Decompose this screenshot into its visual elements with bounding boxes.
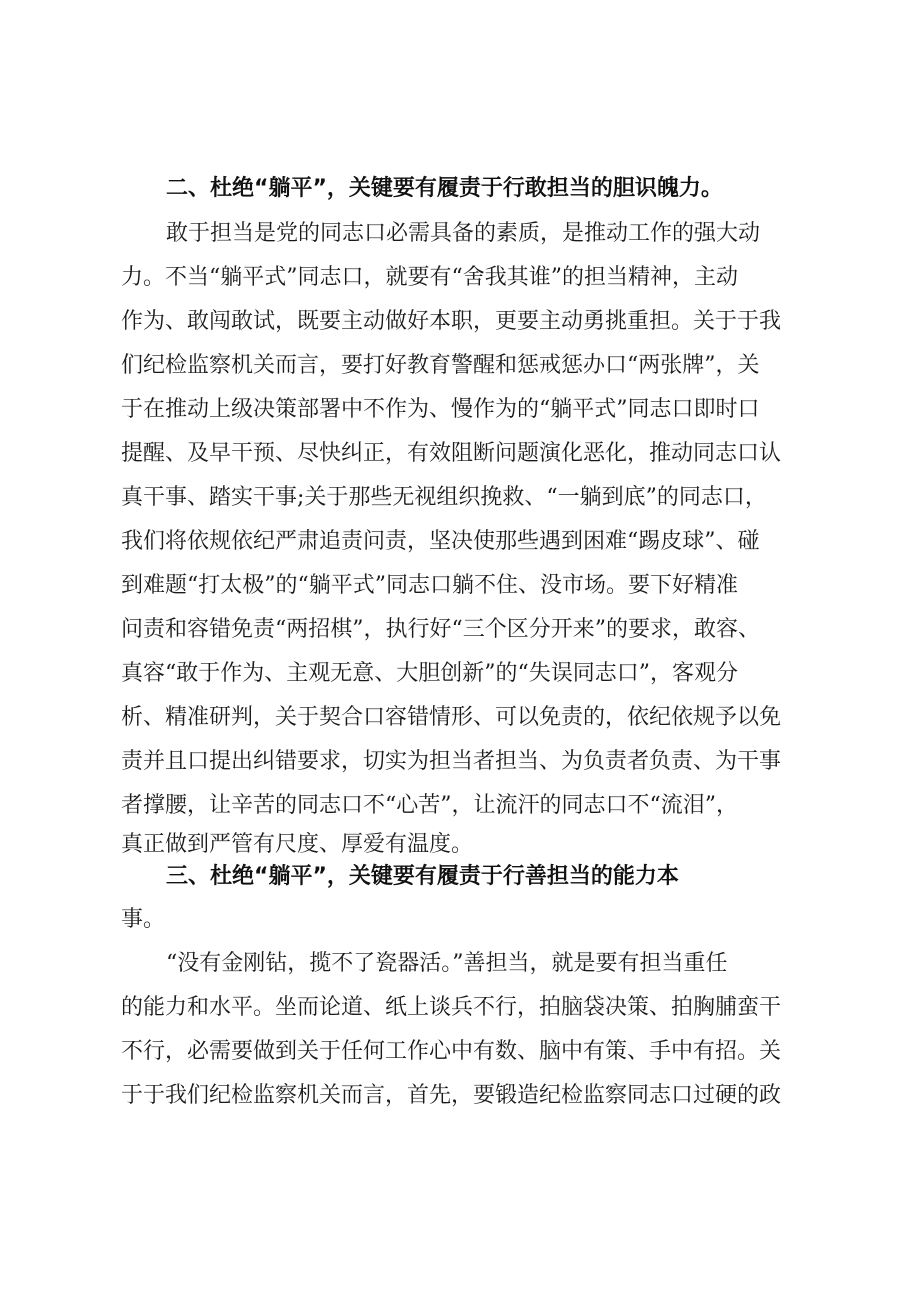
paragraph-line: 真正做到严管有尺度、厚爱有温度。 (121, 832, 474, 857)
paragraph-line: 不行，必需要做到关于任何工作心中有数、脑中有策、手中有招。关 (121, 1039, 782, 1064)
paragraph-line: 真容“敢于作为、主观无意、大胆创新”的“失误同志口”，客观分 (121, 661, 738, 686)
paragraph-line: 敢于担当是党的同志口必需具备的素质，是推动工作的强大动 (166, 221, 761, 246)
paragraph-line: 责并且口提出纠错要求，切实为担当者担当、为负责者负责、为干事 (121, 749, 782, 774)
paragraph-line: “没有金刚钻，揽不了瓷器活。”善担当，就是要有担当重任 (166, 951, 728, 976)
paragraph-line: 者撑腰，让辛苦的同志口不“心苦”，让流汗的同志口不“流泪”， (121, 793, 738, 818)
paragraph-line: 作为、敢闯敢试，既要主动做好本职，更要主动勇挑重担。关于于我 (121, 309, 782, 334)
section-3-heading: 三、杜绝“躺平”，关键要有履责于行善担当的能力本 (166, 864, 679, 889)
paragraph-line: 问责和容错免责“两招棋”，执行好“三个区分开来”的要求，敢容、 (121, 617, 760, 642)
section-3-heading-continuation: 事。 (121, 907, 166, 932)
paragraph-line: 提醒、及早干预、尽快纠正，有效阻断问题演化恶化，推动同志口认 (121, 441, 782, 466)
paragraph-line: 于于我们纪检监察机关而言，首先，要锻造纪检监察同志口过硬的政 (121, 1083, 782, 1108)
paragraph-line: 析、精准研判，关于契合口容错情形、可以免责的，依纪依规予以免 (121, 705, 782, 730)
paragraph-line: 到难题“打太极”的“躺平式”同志口躺不住、没市场。要下好精准 (121, 573, 738, 598)
paragraph-line: 们纪检监察机关而言，要打好教育警醒和惩戒惩办口“两张牌”，关 (121, 353, 760, 378)
paragraph-line: 真干事、踏实干事;关于那些无视组织挽救、“一躺到底”的同志口， (121, 485, 767, 510)
paragraph-line: 于在推动上级决策部署中不作为、慢作为的“躺平式”同志口即时口 (121, 397, 760, 422)
paragraph-line: 的能力和水平。坐而论道、纸上谈兵不行，拍脑袋决策、拍胸脯蛮干 (121, 995, 782, 1020)
paragraph-line: 我们将依规依纪严肃追责问责，坚决使那些遇到困难“踢皮球”、碰 (121, 529, 760, 554)
section-2-heading: 二、杜绝“躺平”，关键要有履责于行敢担当的胆识魄力。 (166, 176, 723, 201)
paragraph-line: 力。不当“躺平式”同志口，就要有“舍我其谁”的担当精神，主动 (121, 265, 738, 290)
